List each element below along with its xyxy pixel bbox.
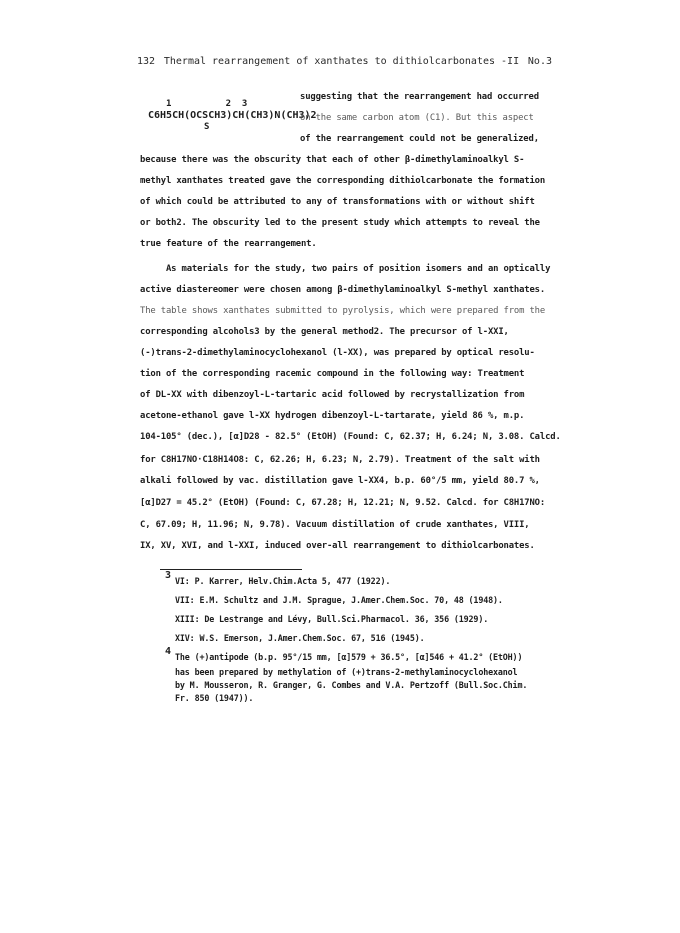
- text-line: (-)trans-2-dimethylaminocyclohexanol (l-XX), was prepared by optical resolu-: [140, 348, 535, 358]
- text-line: tion of the corresponding racemic compound in the following way: Treatment: [140, 369, 525, 379]
- footnote-line: XIV: W.S. Emerson, J.Amer.Chem.Soc. 67, 516 (1945).: [175, 633, 425, 643]
- formula-structure: C6H5CH(OCSCH3)CH(CH3)N(CH3)2: [148, 110, 317, 121]
- running-header: [137, 56, 552, 67]
- text-line: IX, XV, XVI, and l-XXI, induced over-all rearrangement to dithiolcarbonates.: [140, 541, 535, 551]
- footnote-line: VII: E.M. Schultz and J.M. Sprague, J.Amer.Chem.Soc. 70, 48 (1948).: [175, 595, 503, 605]
- text-line: on the same carbon atom (C1). But this aspect: [300, 113, 534, 123]
- text-line: because there was the obscurity that each of other β-dimethylaminoalkyl S-: [140, 155, 525, 165]
- text-line: alkali followed by vac. distillation gave l-XX4, b.p. 60°/5 mm, yield 80.7 %,: [140, 476, 540, 486]
- footnote-separator: [160, 569, 302, 570]
- text-line: corresponding alcohols3 by the general method2. The precursor of l-XXI,: [140, 327, 509, 337]
- structural-formula: [148, 99, 317, 134]
- footnote-mark-3: 3: [165, 570, 172, 581]
- page-number: 132: [137, 56, 156, 67]
- text-line: for C8H17NO·C18H14O8: C, 62.26; H, 6.23; N, 2.79). Treatment of the salt with: [140, 455, 540, 465]
- footnote-line: The (+)antipode (b.p. 95°/15 mm, [α]579 + 36.5°, [α]546 + 41.2° (EtOH)): [175, 652, 523, 662]
- formula-atom-numbers: 1 2 3: [166, 99, 248, 109]
- formula-thione: S: [204, 122, 210, 132]
- text-line: of DL-XX with dibenzoyl-L-tartaric acid followed by recrystallization from: [140, 390, 525, 400]
- footnote-line: Fr. 850 (1947)).: [175, 693, 254, 703]
- text-line: C, 67.09; H, 11.96; N, 9.78). Vacuum distillation of crude xanthates, VIII,: [140, 520, 530, 530]
- text-line: As materials for the study, two pairs of position isomers and an optically: [140, 264, 551, 274]
- text-line: The table shows xanthates submitted to pyrolysis, which were prepared from the: [140, 306, 546, 316]
- issue-number: No.3: [527, 56, 552, 67]
- text-line: of the rearrangement could not be generalized,: [300, 134, 539, 144]
- text-line: active diastereomer were chosen among β-dimethylaminoalkyl S-methyl xanthates.: [140, 285, 546, 295]
- footnote-mark-4: 4: [165, 646, 172, 657]
- text-line: [α]D27 = 45.2° (EtOH) (Found: C, 67.28; H, 12.21; N, 9.52. Calcd. for C8H17NO:: [140, 498, 546, 508]
- text-line: true feature of the rearrangement.: [140, 239, 317, 249]
- text-line: of which could be attributed to any of transformations with or without shift: [140, 197, 535, 207]
- text-line: methyl xanthates treated gave the corresponding dithiolcarbonate the formation: [140, 176, 546, 186]
- footnote-line: by M. Mousseron, R. Granger, G. Combes and V.A. Pertzoff (Bull.Soc.Chim.: [175, 680, 528, 690]
- footnote-line: VI: P. Karrer, Helv.Chim.Acta 5, 477 (1922).: [175, 576, 391, 586]
- text-line: acetone-ethanol gave l-XX hydrogen dibenzoyl-L-tartarate, yield 86 %, m.p.: [140, 411, 525, 421]
- footnote-line: XIII: De Lestrange and Lévy, Bull.Sci.Pharmacol. 36, 356 (1929).: [175, 614, 489, 624]
- text-line: suggesting that the rearrangement had occurred: [300, 92, 539, 102]
- text-line: 104-105° (dec.), [α]D28 - 82.5° (EtOH) (Found: C, 62.37; H, 6.24; N, 3.08. Calcd.: [140, 432, 561, 442]
- footnote-line: has been prepared by methylation of (+)trans-2-methylaminocyclohexanol: [175, 667, 518, 677]
- running-title: Thermal rearrangement of xanthates to dithiolcarbonates -II: [163, 56, 520, 67]
- text-line: or both2. The obscurity led to the present study which attempts to reveal the: [140, 218, 540, 228]
